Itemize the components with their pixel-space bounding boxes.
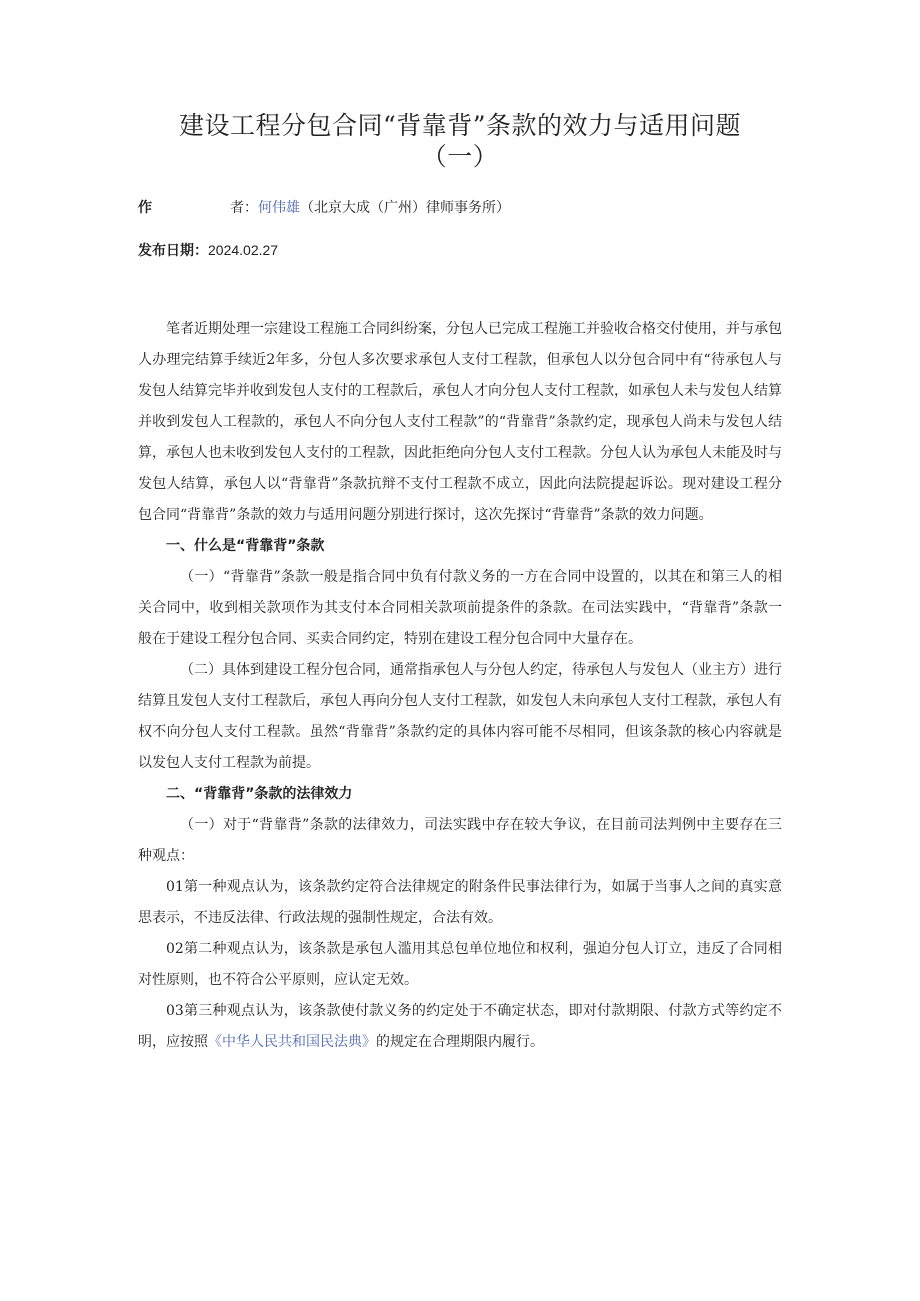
viewpoint-3 — [138, 996, 782, 1058]
publish-date-value: 2024.02.27 — [208, 242, 279, 258]
intro-paragraph: 笔者近期处理一宗建设工程施工合同纠纷案，分包人已完成工程施工并验收合格交付使用，并与承包人办理完结算手续近2年多，分包人多次要求承包人支付工程款，但承包人以分包合同中有“待承包人与发包人结算完毕并收到发包人支付的工程款后，承包人才向分包人支付工程款，如承包人未与发包人结算并收到发包人工程款的，承包人不向分包人支付工程款”的“背靠背”条款约定，现承包人尚未与发包人结算，承包人也未收到发包人支付的工程款，因此拒绝向分包人支付工程款。分包人认为承包人未能及时与发包人结算，承包人以“背靠背”条款抗辩不支付工程款不成立，因此向法院提起诉讼。现对建设工程分包合同“背靠背”条款的效力与适用问题分别进行探讨，这次先探讨“背靠背”条款的效力问题。 — [138, 321, 782, 523]
publish-date-line — [138, 240, 278, 261]
section-1-paragraph-1: （一）“背靠背”条款一般是指合同中负有付款义务的一方在合同中设置的，以其在和第三人的相关合同中，收到相关款项作为其支付本合同相关款项前提条件的条款。在司法实践中，“背靠背”条款一般在于建设工程分包合同、买卖合同约定，特别在建设工程分包合同中大量存在。 — [138, 569, 782, 647]
civil-code-link[interactable]: 《中华人民共和国民法典》 — [208, 1034, 376, 1050]
author-label-a: 作 — [138, 200, 152, 216]
section-1-paragraph-2: （二）具体到建设工程分包合同，通常指承包人与分包人约定，待承包人与发包人（业主方）进行结算且发包人支付工程款后，承包人再向分包人支付工程款，如发包人未向承包人支付工程款，承包人有权不向分包人支付工程款。虽然“背靠背”条款约定的具体内容可能不尽相同，但该条款的核心内容就是以发包人支付工程款为前提。 — [138, 662, 782, 771]
viewpoint-3-text: 03第三种观点认为，该条款使付款义务的约定处于不确定状态，即对付款期限、付款方式等约定不明，应按照 — [138, 1003, 782, 1050]
author-label-b: 者： — [230, 200, 258, 216]
author-affiliation: （北京大成（广州）律师事务所） — [300, 200, 510, 216]
author-name-link[interactable]: 何伟雄 — [258, 200, 300, 216]
section-heading-1: 一、什么是“背靠背”条款 — [166, 538, 325, 554]
section-heading-2: 二、“背靠背”条款的法律效力 — [166, 786, 353, 802]
article-body — [138, 314, 782, 1058]
viewpoint-2: 02第二种观点认为，该条款是承包人滥用其总包单位地位和权利，强迫分包人订立，违反了合同相对性原则，也不符合公平原则，应认定无效。 — [138, 941, 782, 988]
section-2-paragraph-1: （一）对于“背靠背”条款的法律效力，司法实践中存在较大争议，在目前司法判例中主要存在三种观点： — [138, 817, 782, 864]
document-title: 建设工程分包合同“背靠背”条款的效力与适用问题 — [178, 111, 742, 140]
author-line — [138, 198, 510, 218]
publish-date-label: 发布日期： — [138, 243, 208, 259]
viewpoint-3-text-end: 的规定在合理期限内履行。 — [376, 1034, 544, 1050]
viewpoint-1: 01第一种观点认为，该条款约定符合法律规定的附条件民事法律行为，如属于当事人之间的真实意思表示，不违反法律、行政法规的强制性规定，合法有效。 — [138, 879, 782, 926]
document-title-subtitle: （一） — [421, 142, 499, 171]
